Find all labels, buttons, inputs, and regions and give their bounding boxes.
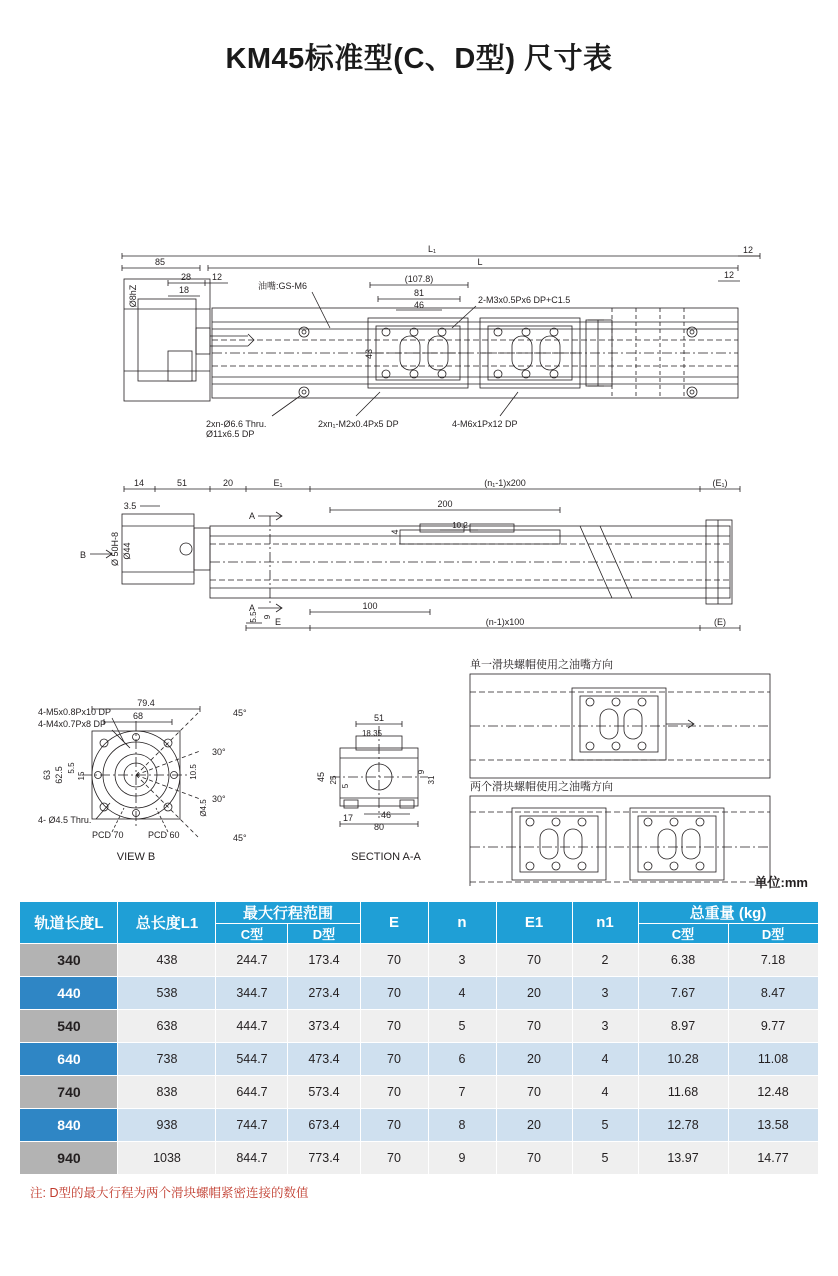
table-row xyxy=(20,944,818,977)
cell-travel-d: 473.4 xyxy=(288,1043,360,1076)
th-e1: E1 xyxy=(496,902,572,944)
cell-weight-d: 8.47 xyxy=(728,977,818,1010)
cell-e1: 20 xyxy=(496,977,572,1010)
cell-travel-c: 244.7 xyxy=(216,944,288,977)
svg-text:5: 5 xyxy=(341,784,350,789)
th-max-travel-d: D型 xyxy=(288,924,360,944)
cell-n: 5 xyxy=(428,1010,496,1043)
th-weight-d: D型 xyxy=(728,924,818,944)
svg-text:63: 63 xyxy=(42,770,52,781)
cell-travel-c: 544.7 xyxy=(216,1043,288,1076)
cell-weight-d: 7.18 xyxy=(728,944,818,977)
th-max-travel-c: C型 xyxy=(216,924,288,944)
cell-n1: 4 xyxy=(572,1043,638,1076)
cell-total-length: 638 xyxy=(118,1010,216,1043)
th-weight-c: C型 xyxy=(638,924,728,944)
svg-text:PCD 60: PCD 60 xyxy=(148,830,180,841)
svg-text:51: 51 xyxy=(176,478,188,489)
svg-text:2-M3x0.5Px6 DP+C1.5: 2-M3x0.5Px6 DP+C1.5 xyxy=(478,295,571,306)
cell-e1: 70 xyxy=(496,944,572,977)
cell-travel-c: 844.7 xyxy=(216,1142,288,1175)
svg-text:L₁: L₁ xyxy=(427,244,437,255)
svg-text:E: E xyxy=(274,617,282,628)
svg-text:30°: 30° xyxy=(212,794,226,805)
cell-travel-d: 173.4 xyxy=(288,944,360,977)
cell-n1: 5 xyxy=(572,1142,638,1175)
cell-n: 4 xyxy=(428,977,496,1010)
svg-text:45°: 45° xyxy=(233,833,247,844)
svg-text:5.5: 5.5 xyxy=(67,762,76,774)
cell-weight-d: 9.77 xyxy=(728,1010,818,1043)
cell-weight-c: 10.28 xyxy=(638,1043,728,1076)
cell-travel-d: 573.4 xyxy=(288,1076,360,1109)
svg-text:4- Ø4.5 Thru.: 4- Ø4.5 Thru. xyxy=(38,815,92,826)
svg-text:12: 12 xyxy=(211,272,223,283)
th-max-travel: 最大行程范围 xyxy=(216,902,360,924)
svg-text:Ø11x6.5 DP: Ø11x6.5 DP xyxy=(206,429,255,440)
svg-text:46: 46 xyxy=(413,300,425,311)
cell-total-length: 938 xyxy=(118,1109,216,1142)
svg-text:9: 9 xyxy=(417,770,426,775)
cell-rail-length: 740 xyxy=(20,1076,118,1109)
svg-text:79.4: 79.4 xyxy=(137,698,155,709)
svg-text:E₁: E₁ xyxy=(273,478,283,489)
drawing-svg xyxy=(0,96,838,886)
svg-text:20: 20 xyxy=(222,478,234,489)
table-row xyxy=(20,1142,818,1175)
cell-rail-length: 440 xyxy=(20,977,118,1010)
svg-text:12: 12 xyxy=(723,270,735,281)
cell-e1: 70 xyxy=(496,1076,572,1109)
svg-text:2xn₁-M2x0.4Px5 DP: 2xn₁-M2x0.4Px5 DP xyxy=(318,419,399,430)
cell-e: 70 xyxy=(360,1109,428,1142)
cell-rail-length: 640 xyxy=(20,1043,118,1076)
svg-text:4-M5x0.8Px10 DP: 4-M5x0.8Px10 DP xyxy=(38,707,112,718)
cell-weight-c: 8.97 xyxy=(638,1010,728,1043)
cell-weight-d: 12.48 xyxy=(728,1076,818,1109)
svg-text:A: A xyxy=(249,603,256,614)
cell-weight-c: 6.38 xyxy=(638,944,728,977)
svg-text:12: 12 xyxy=(742,245,754,256)
svg-text:85: 85 xyxy=(154,257,166,268)
cell-e: 70 xyxy=(360,977,428,1010)
svg-text:(E₁): (E₁) xyxy=(712,478,728,489)
cell-weight-c: 7.67 xyxy=(638,977,728,1010)
svg-text:PCD 70: PCD 70 xyxy=(92,830,124,841)
svg-text:9: 9 xyxy=(263,615,272,620)
cell-n: 3 xyxy=(428,944,496,977)
svg-text:Ø4.5: Ø4.5 xyxy=(199,799,208,818)
table-row xyxy=(20,1109,818,1142)
svg-text:(n₁-1)x200: (n₁-1)x200 xyxy=(484,478,526,489)
cell-travel-d: 773.4 xyxy=(288,1142,360,1175)
cell-total-length: 538 xyxy=(118,977,216,1010)
svg-text:4-M6x1Px12 DP: 4-M6x1Px12 DP xyxy=(452,419,518,430)
th-total-length: 总长度L1 xyxy=(118,902,216,944)
cell-weight-d: 14.77 xyxy=(728,1142,818,1175)
svg-text:单一滑块螺帽使用之油嘴方向: 单一滑块螺帽使用之油嘴方向 xyxy=(470,659,613,672)
svg-text:51: 51 xyxy=(373,713,385,724)
cell-n1: 2 xyxy=(572,944,638,977)
cell-weight-c: 11.68 xyxy=(638,1076,728,1109)
cell-e1: 70 xyxy=(496,1142,572,1175)
svg-text:5.5: 5.5 xyxy=(249,611,258,623)
table-body xyxy=(20,944,818,1175)
svg-text:Ø44: Ø44 xyxy=(122,542,132,560)
table-row xyxy=(20,1076,818,1109)
svg-text:15: 15 xyxy=(77,771,86,781)
svg-text:4: 4 xyxy=(390,529,400,535)
cell-e1: 70 xyxy=(496,1010,572,1043)
svg-text:14: 14 xyxy=(133,478,145,489)
svg-text:SECTION A-A: SECTION A-A xyxy=(351,851,421,864)
cell-n: 8 xyxy=(428,1109,496,1142)
svg-text:Ø 50H-8: Ø 50H-8 xyxy=(110,532,120,567)
cell-travel-d: 373.4 xyxy=(288,1010,360,1043)
table-row xyxy=(20,1043,818,1076)
th-n: n xyxy=(428,902,496,944)
svg-text:17: 17 xyxy=(342,813,354,824)
svg-text:2xn-Ø6.6 Thru.: 2xn-Ø6.6 Thru. xyxy=(206,419,267,430)
page-title: KM45标准型(C、D型) 尺寸表 xyxy=(225,43,613,75)
cell-travel-d: 273.4 xyxy=(288,977,360,1010)
svg-text:45°: 45° xyxy=(233,708,247,719)
svg-text:80: 80 xyxy=(373,822,385,833)
cell-e1: 20 xyxy=(496,1043,572,1076)
cell-rail-length: 540 xyxy=(20,1010,118,1043)
svg-text:43: 43 xyxy=(364,349,374,360)
svg-text:A: A xyxy=(249,511,256,522)
cell-e1: 20 xyxy=(496,1109,572,1142)
cell-total-length: 738 xyxy=(118,1043,216,1076)
svg-text:100: 100 xyxy=(362,601,378,612)
specification-table xyxy=(19,901,818,1175)
unit-note: 单位:mm xyxy=(754,875,808,891)
cell-rail-length: 340 xyxy=(20,944,118,977)
svg-text:46: 46 xyxy=(380,810,392,821)
cell-weight-c: 12.78 xyxy=(638,1109,728,1142)
svg-text:10.5: 10.5 xyxy=(189,764,198,781)
svg-text:油嘴:GS-M6: 油嘴:GS-M6 xyxy=(258,281,308,292)
svg-text:68: 68 xyxy=(132,711,144,722)
cell-travel-c: 444.7 xyxy=(216,1010,288,1043)
svg-text:(107.8): (107.8) xyxy=(404,274,434,285)
svg-text:25: 25 xyxy=(329,775,338,785)
cell-n: 9 xyxy=(428,1142,496,1175)
cell-total-length: 838 xyxy=(118,1076,216,1109)
svg-text:B: B xyxy=(80,550,87,561)
svg-text:两个滑块螺帽使用之油嘴方向: 两个滑块螺帽使用之油嘴方向 xyxy=(470,781,613,794)
cell-e: 70 xyxy=(360,1142,428,1175)
cell-e: 70 xyxy=(360,1043,428,1076)
svg-text:31: 31 xyxy=(427,775,436,785)
svg-text:18: 18 xyxy=(178,285,190,296)
cell-weight-c: 13.97 xyxy=(638,1142,728,1175)
th-n1: n1 xyxy=(572,902,638,944)
table-header-row-1 xyxy=(20,902,818,924)
table-row xyxy=(20,977,818,1010)
cell-e: 70 xyxy=(360,1076,428,1109)
svg-text:62.5: 62.5 xyxy=(54,766,64,785)
svg-text:30°: 30° xyxy=(212,747,226,758)
cell-n: 6 xyxy=(428,1043,496,1076)
svg-text:200: 200 xyxy=(437,499,453,510)
cell-n1: 3 xyxy=(572,977,638,1010)
svg-text:VIEW B: VIEW B xyxy=(116,851,156,864)
svg-text:(E): (E) xyxy=(714,617,726,628)
cell-travel-c: 744.7 xyxy=(216,1109,288,1142)
cell-n: 7 xyxy=(428,1076,496,1109)
cell-total-length: 438 xyxy=(118,944,216,977)
cell-travel-c: 644.7 xyxy=(216,1076,288,1109)
technical-drawing xyxy=(0,96,838,886)
cell-rail-length: 940 xyxy=(20,1142,118,1175)
svg-text:81: 81 xyxy=(413,288,425,299)
cell-e: 70 xyxy=(360,944,428,977)
th-e: E xyxy=(360,902,428,944)
cell-travel-d: 673.4 xyxy=(288,1109,360,1142)
svg-text:45: 45 xyxy=(316,772,326,783)
svg-text:10.2: 10.2 xyxy=(452,521,468,531)
svg-text:4-M4x0.7Px8 DP: 4-M4x0.7Px8 DP xyxy=(38,719,107,730)
svg-text:(n-1)x100: (n-1)x100 xyxy=(485,617,525,628)
svg-text:L: L xyxy=(477,257,483,268)
table-footnote: 注: D型的最大行程为两个滑块螺帽紧密连接的数值 xyxy=(30,1186,309,1201)
cell-total-length: 1038 xyxy=(118,1142,216,1175)
cell-n1: 5 xyxy=(572,1109,638,1142)
th-rail-length: 轨道长度L xyxy=(20,902,118,944)
th-weight: 总重量 (kg) xyxy=(638,902,818,924)
svg-text:28: 28 xyxy=(180,272,192,283)
cell-n1: 4 xyxy=(572,1076,638,1109)
cell-travel-c: 344.7 xyxy=(216,977,288,1010)
cell-n1: 3 xyxy=(572,1010,638,1043)
svg-text:18.35: 18.35 xyxy=(361,729,383,739)
table-row xyxy=(20,1010,818,1043)
cell-rail-length: 840 xyxy=(20,1109,118,1142)
cell-weight-d: 13.58 xyxy=(728,1109,818,1142)
cell-e: 70 xyxy=(360,1010,428,1043)
svg-text:Ø8hZ: Ø8hZ xyxy=(128,285,138,308)
svg-text:3.5: 3.5 xyxy=(123,501,137,512)
cell-weight-d: 11.08 xyxy=(728,1043,818,1076)
